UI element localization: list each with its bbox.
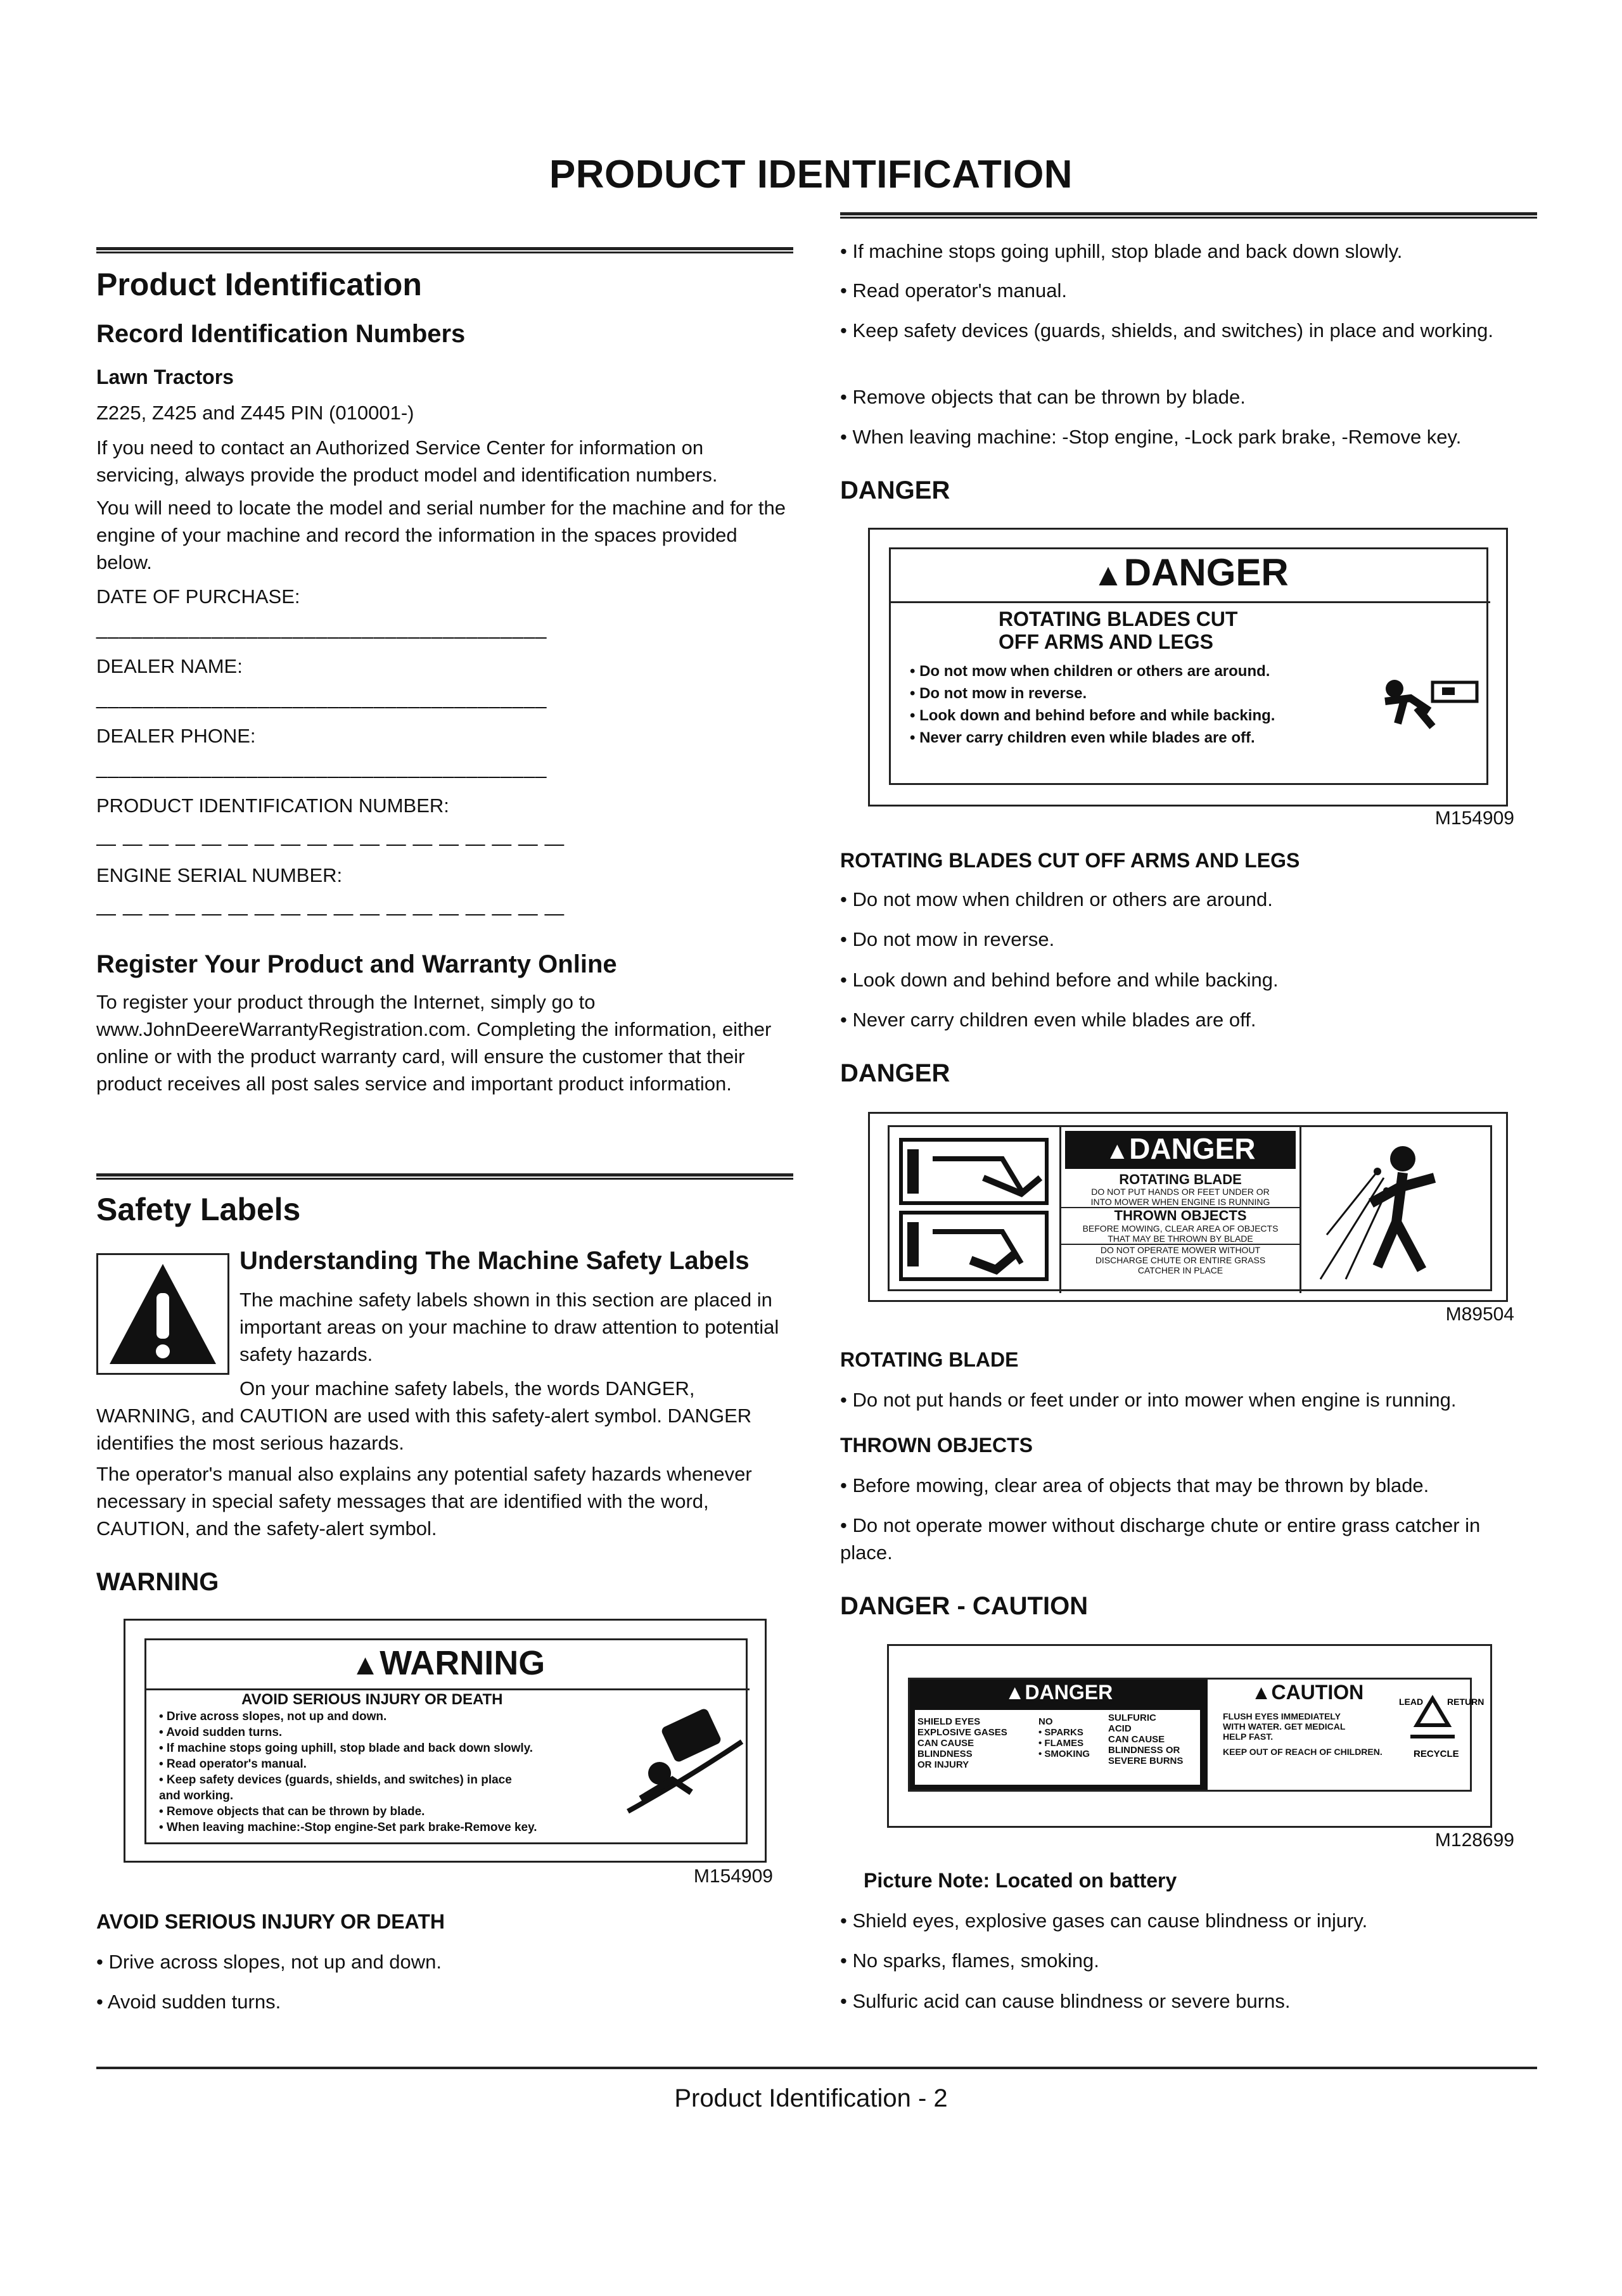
- warning-label-image: [124, 1619, 767, 1863]
- thrown-objects-person-icon: [1308, 1133, 1488, 1285]
- label-line: DO NOT PUT HANDS OR FEET UNDER OR: [1091, 1187, 1270, 1197]
- flush-eyes-text: FLUSH EYES IMMEDIATELY WITH WATER. GET MEDICAL HELP FAST. KEEP OUT OF REACH OF CHILDREN.: [1223, 1711, 1383, 1757]
- warning-heading: WARNING: [96, 1568, 219, 1596]
- safety-alert-symbol: [96, 1253, 229, 1375]
- lawn-tractors-heading: Lawn Tractors: [96, 366, 234, 388]
- right-bullet: • Remove objects that can be thrown by blade.: [840, 386, 1246, 408]
- right-bullet: • Read operator's manual.: [840, 279, 1067, 302]
- engine-serial-label: ENGINE SERIAL NUMBER:: [96, 864, 343, 886]
- right-bullet: • When leaving machine: -Stop engine, -Lock park brake, -Remove key.: [840, 426, 1462, 448]
- warning-figure-id: M154909: [693, 1866, 773, 1887]
- label-line: INTO MOWER WHEN ENGINE IS RUNNING: [1061, 1197, 1300, 1208]
- understanding-text-1: The machine safety labels shown in this section are placed in important areas on your machine to draw attention to potential safety hazards.: [239, 1289, 779, 1365]
- alert-triangle-icon: ▲: [1251, 1681, 1272, 1704]
- section-divider: [96, 1173, 793, 1180]
- dealer-phone-label: DEALER PHONE:: [96, 725, 256, 747]
- rotating-blade-bullet: • Do not put hands or feet under or into mower when engine is running.: [840, 1389, 1457, 1411]
- danger-caution-label-image: [887, 1644, 1492, 1828]
- caution-figure-id: M128699: [1434, 1830, 1514, 1851]
- contact-paragraph: If you need to contact an Authorized Service Center for information on servicing, always provide the product model and identification numbers.: [96, 437, 718, 486]
- rotating-bullet: • Look down and behind before and while backing.: [840, 969, 1279, 991]
- danger-label-title: ▲DANGER: [1092, 551, 1289, 594]
- rotating-blades-heading: ROTATING BLADES CUT OFF ARMS AND LEGS: [840, 849, 1300, 872]
- label-line: DISCHARGE CHUTE OR ENTIRE GRASS: [1095, 1255, 1266, 1265]
- rotating-bullet: • Do not mow in reverse.: [840, 928, 1055, 950]
- pin-line: — — — — — — — — — — — — — — — — — —: [96, 832, 565, 855]
- locate-paragraph: You will need to locate the model and serial number for the machine and for the engine of your machine and record the information in the spaces provided below.: [96, 497, 786, 573]
- page-title: PRODUCT IDENTIFICATION: [549, 153, 1073, 196]
- understanding-text-3: The operator's manual also explains any potential safety hazards whenever necessary in special safety messages that are identified with the word, CAUTION, and the safety-alert symbol.: [96, 1463, 752, 1540]
- thrown-bullet: • Before mowing, clear area of objects that may be thrown by blade.: [840, 1474, 1429, 1496]
- danger-label-subtitle: ROTATING BLADES CUT OFF ARMS AND LEGS: [999, 608, 1238, 653]
- register-heading: Register Your Product and Warranty Online: [96, 950, 617, 978]
- danger1-figure-id: M154909: [1434, 808, 1514, 829]
- section-divider: [96, 247, 793, 253]
- thrown-bullet: • Do not operate mower without discharge chute or entire grass catcher in place.: [840, 1514, 1481, 1564]
- dealer-phone-line: _______________________________________: [96, 756, 547, 779]
- page-footer: Product Identification - 2: [674, 2084, 948, 2112]
- battery-bullet: • No sparks, flames, smoking.: [840, 1949, 1099, 1972]
- avoid-bullet: • Drive across slopes, not up and down.: [96, 1951, 442, 1973]
- warning-label-title: ▲WARNING: [350, 1644, 546, 1682]
- no-sparks-text: NO • SPARKS • FLAMES • SMOKING: [1038, 1716, 1090, 1759]
- section-title-product-identification: Product Identification: [96, 267, 422, 302]
- rotating-bullet: • Never carry children even while blades are off.: [840, 1009, 1256, 1031]
- label-line: BEFORE MOWING, CLEAR AREA OF OBJECTS: [1082, 1223, 1279, 1234]
- dealer-name-label: DEALER NAME:: [96, 655, 243, 677]
- battery-bullet: • Sulfuric acid can cause blindness or severe burns.: [840, 1990, 1291, 2012]
- rotating-blade-label: ROTATING BLADE: [1119, 1171, 1242, 1187]
- dealer-name-line: _______________________________________: [96, 687, 547, 709]
- label-line: DO NOT OPERATE MOWER WITHOUT: [1100, 1245, 1261, 1255]
- danger-label-lines: • Do not mow when children or others are around. • Do not mow in reverse. • Look down and behind before and while backing. • Never carry children even while blades are off.: [910, 663, 1275, 746]
- recycle-icon: [1398, 1686, 1485, 1762]
- understanding-heading: Understanding The Machine Safety Labels: [239, 1247, 750, 1275]
- lead-text: LEAD: [1399, 1697, 1424, 1707]
- sulfuric-acid-text: SULFURIC ACID CAN CAUSE BLINDNESS OR SEVERE BURNS: [1108, 1712, 1184, 1766]
- danger-label-2-text-panel: [1059, 1127, 1301, 1293]
- thrown-objects-label: THROWN OBJECTS: [1114, 1208, 1247, 1223]
- battery-bullet: • Shield eyes, explosive gases can cause blindness or injury.: [840, 1910, 1368, 1932]
- engine-serial-line: — — — — — — — — — — — — — — — — — —: [96, 902, 565, 924]
- label-line: CATCHER IN PLACE: [1137, 1265, 1223, 1275]
- footer-rule: [96, 2067, 1537, 2069]
- danger-label-2-title: ▲DANGER: [1065, 1131, 1296, 1169]
- date-of-purchase-line: _______________________________________: [96, 617, 547, 639]
- right-bullet: • Keep safety devices (guards, shields, and switches) in place and working.: [840, 319, 1493, 341]
- pin-label: PRODUCT IDENTIFICATION NUMBER:: [96, 794, 449, 817]
- alert-triangle-icon: ▲: [350, 1648, 380, 1681]
- picture-note: Picture Note: Located on battery: [864, 1869, 1177, 1892]
- right-bullet: • If machine stops going uphill, stop blade and back down slowly.: [840, 240, 1403, 262]
- section-divider: [840, 212, 1537, 219]
- return-text: RETURN: [1447, 1697, 1485, 1707]
- alert-triangle-icon: ▲: [1092, 557, 1124, 592]
- section-title-safety-labels: Safety Labels: [96, 1192, 301, 1227]
- danger2-figure-id: M89504: [1445, 1304, 1514, 1325]
- date-of-purchase-label: DATE OF PURCHASE:: [96, 585, 300, 608]
- battery-danger-title: ▲DANGER: [1004, 1681, 1113, 1704]
- tractor-rollover-icon: [628, 1704, 742, 1824]
- danger-label-image-2: [868, 1112, 1508, 1302]
- alert-triangle-icon: ▲: [1105, 1138, 1130, 1164]
- danger-heading-1: DANGER: [840, 476, 950, 504]
- warning-label-subtitle: AVOID SERIOUS INJURY OR DEATH: [241, 1691, 503, 1708]
- battery-caution-panel: [1220, 1680, 1485, 1790]
- alert-triangle-icon: ▲: [1004, 1681, 1025, 1704]
- label-line: THAT MAY BE THROWN BY BLADE: [1061, 1234, 1300, 1245]
- models-text: Z225, Z425 and Z445 PIN (010001-): [96, 402, 414, 424]
- warning-triangle-icon: [98, 1255, 227, 1373]
- understanding-text-2: On your machine safety labels, the words DANGER, WARNING, and CAUTION are used with this safety-alert symbol. DANGER identifies the most serious hazards.: [96, 1377, 752, 1454]
- danger-label-image-1: [868, 528, 1508, 807]
- recycle-text: RECYCLE: [1414, 1749, 1459, 1759]
- record-identification-heading: Record Identification Numbers: [96, 320, 466, 348]
- rotating-bullet: • Do not mow when children or others are around.: [840, 888, 1273, 910]
- rotating-blade-heading: ROTATING BLADE: [840, 1348, 1019, 1371]
- blade-hand-foot-icon: [895, 1133, 1053, 1285]
- avoid-injury-heading: AVOID SERIOUS INJURY OR DEATH: [96, 1910, 445, 1933]
- battery-danger-panel: [910, 1680, 1208, 1790]
- battery-caution-title: ▲CAUTION: [1251, 1681, 1364, 1704]
- avoid-bullet: • Avoid sudden turns.: [96, 1991, 281, 2013]
- child-mower-icon: [1372, 663, 1480, 733]
- shield-eyes-text: SHIELD EYES EXPLOSIVE GASES CAN CAUSE BLINDNESS OR INJURY: [917, 1716, 1007, 1770]
- register-text: To register your product through the Internet, simply go to www.JohnDeereWarrantyRegistration.com. Completing the information, either online or with the product warranty card, will ensure the customer that their product receives all post sales service and important product information.: [96, 991, 772, 1095]
- danger-heading-2: DANGER: [840, 1059, 950, 1087]
- warning-label-lines: • Drive across slopes, not up and down. • Avoid sudden turns. • If machine stops going uphill, stop blade and back down slowly. • Read operator's manual. • Keep safety devices (guards, shields, and switches) in place and working. • Remove objects that can be thrown by blade. • When leaving machine:-Stop engine-Set park brake-Remove key.: [159, 1710, 537, 1834]
- thrown-objects-heading: THROWN OBJECTS: [840, 1434, 1033, 1457]
- danger-caution-heading: DANGER - CAUTION: [840, 1592, 1089, 1620]
